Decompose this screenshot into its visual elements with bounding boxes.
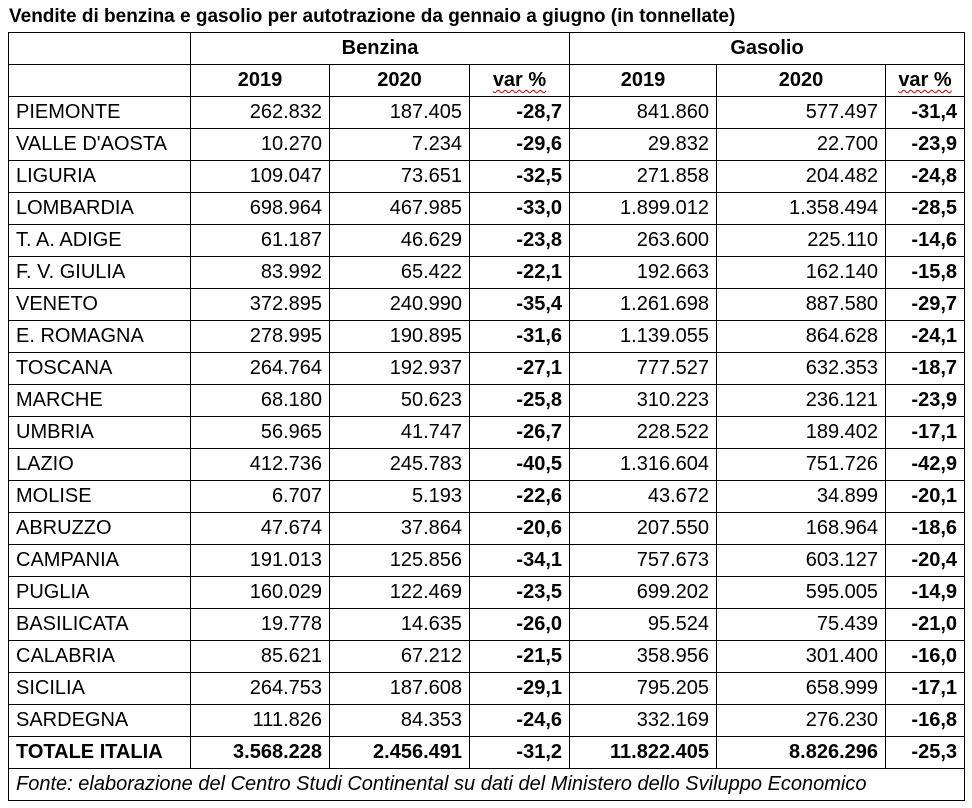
group-header-gasolio: Gasolio bbox=[570, 33, 965, 65]
gasolio-2019-cell: 332.169 bbox=[570, 705, 717, 737]
gasolio-var-cell: -17,1 bbox=[886, 417, 965, 449]
region-cell: E. ROMAGNA bbox=[9, 321, 191, 353]
gasolio-2020-cell: 632.353 bbox=[717, 353, 886, 385]
benzina-2020-cell: 50.623 bbox=[330, 385, 470, 417]
gasolio-2020-cell: 276.230 bbox=[717, 705, 886, 737]
benzina-var-cell: -34,1 bbox=[470, 545, 570, 577]
benzina-var-cell: -20,6 bbox=[470, 513, 570, 545]
sales-table bbox=[8, 32, 965, 801]
benzina-2020-cell: 73.651 bbox=[330, 161, 470, 193]
gasolio-2020-cell: 603.127 bbox=[717, 545, 886, 577]
gasolio-2019-cell: 192.663 bbox=[570, 257, 717, 289]
gasolio-2020-cell: 887.580 bbox=[717, 289, 886, 321]
gasolio-2020-cell: 162.140 bbox=[717, 257, 886, 289]
benzina-var-cell: -29,6 bbox=[470, 129, 570, 161]
benzina-2019-cell: 111.826 bbox=[191, 705, 330, 737]
table-row bbox=[9, 193, 965, 225]
benzina-var-cell: -31,2 bbox=[470, 737, 570, 769]
region-cell: LIGURIA bbox=[9, 161, 191, 193]
benzina-2020-cell: 187.608 bbox=[330, 673, 470, 705]
benzina-2020-cell: 7.234 bbox=[330, 129, 470, 161]
benzina-var-cell: -23,5 bbox=[470, 577, 570, 609]
gasolio-2019-cell: 43.672 bbox=[570, 481, 717, 513]
gasolio-2020-cell: 168.964 bbox=[717, 513, 886, 545]
benzina-2019-cell: 3.568.228 bbox=[191, 737, 330, 769]
header-benzina-var-label: var % bbox=[492, 69, 547, 91]
gasolio-2019-cell: 358.956 bbox=[570, 641, 717, 673]
gasolio-2019-cell: 207.550 bbox=[570, 513, 717, 545]
benzina-2019-cell: 264.753 bbox=[191, 673, 330, 705]
benzina-2019-cell: 278.995 bbox=[191, 321, 330, 353]
source-note: Fonte: elaborazione del Centro Studi Continental su dati del Ministero dello Sviluppo Economico bbox=[9, 769, 965, 801]
gasolio-2020-cell: 204.482 bbox=[717, 161, 886, 193]
benzina-2020-cell: 67.212 bbox=[330, 641, 470, 673]
gasolio-2019-cell: 841.860 bbox=[570, 97, 717, 129]
gasolio-2019-cell: 757.673 bbox=[570, 545, 717, 577]
empty-corner-cell bbox=[9, 65, 191, 97]
benzina-var-cell: -24,6 bbox=[470, 705, 570, 737]
benzina-2019-cell: 698.964 bbox=[191, 193, 330, 225]
benzina-2020-cell: 84.353 bbox=[330, 705, 470, 737]
gasolio-2019-cell: 310.223 bbox=[570, 385, 717, 417]
region-cell: SICILIA bbox=[9, 673, 191, 705]
benzina-2020-cell: 240.990 bbox=[330, 289, 470, 321]
table-row bbox=[9, 257, 965, 289]
benzina-2019-cell: 68.180 bbox=[191, 385, 330, 417]
benzina-2020-cell: 14.635 bbox=[330, 609, 470, 641]
gasolio-var-cell: -16,0 bbox=[886, 641, 965, 673]
gasolio-var-cell: -23,9 bbox=[886, 129, 965, 161]
region-cell: SARDEGNA bbox=[9, 705, 191, 737]
header-gasolio-2020: 2020 bbox=[717, 65, 886, 97]
region-cell: MOLISE bbox=[9, 481, 191, 513]
benzina-2020-cell: 190.895 bbox=[330, 321, 470, 353]
benzina-2019-cell: 109.047 bbox=[191, 161, 330, 193]
gasolio-2019-cell: 95.524 bbox=[570, 609, 717, 641]
header-gasolio-var bbox=[886, 65, 965, 97]
benzina-2019-cell: 83.992 bbox=[191, 257, 330, 289]
table-row bbox=[9, 577, 965, 609]
gasolio-2020-cell: 658.999 bbox=[717, 673, 886, 705]
gasolio-var-cell: -28,5 bbox=[886, 193, 965, 225]
region-cell: ABRUZZO bbox=[9, 513, 191, 545]
benzina-var-cell: -23,8 bbox=[470, 225, 570, 257]
benzina-var-cell: -22,1 bbox=[470, 257, 570, 289]
gasolio-2019-cell: 1.316.604 bbox=[570, 449, 717, 481]
group-header-row bbox=[9, 33, 965, 65]
gasolio-var-cell: -24,8 bbox=[886, 161, 965, 193]
gasolio-var-cell: -42,9 bbox=[886, 449, 965, 481]
gasolio-2020-cell: 1.358.494 bbox=[717, 193, 886, 225]
gasolio-var-cell: -23,9 bbox=[886, 385, 965, 417]
benzina-2020-cell: 65.422 bbox=[330, 257, 470, 289]
benzina-2019-cell: 6.707 bbox=[191, 481, 330, 513]
benzina-2020-cell: 5.193 bbox=[330, 481, 470, 513]
gasolio-var-cell: -18,6 bbox=[886, 513, 965, 545]
benzina-2020-cell: 46.629 bbox=[330, 225, 470, 257]
benzina-2020-cell: 467.985 bbox=[330, 193, 470, 225]
gasolio-2019-cell: 11.822.405 bbox=[570, 737, 717, 769]
benzina-2020-cell: 122.469 bbox=[330, 577, 470, 609]
gasolio-var-cell: -15,8 bbox=[886, 257, 965, 289]
gasolio-2019-cell: 1.139.055 bbox=[570, 321, 717, 353]
benzina-var-cell: -35,4 bbox=[470, 289, 570, 321]
region-cell: TOTALE ITALIA bbox=[9, 737, 191, 769]
gasolio-2019-cell: 795.205 bbox=[570, 673, 717, 705]
gasolio-2019-cell: 1.261.698 bbox=[570, 289, 717, 321]
region-cell: LOMBARDIA bbox=[9, 193, 191, 225]
benzina-2020-cell: 192.937 bbox=[330, 353, 470, 385]
benzina-2020-cell: 2.456.491 bbox=[330, 737, 470, 769]
header-benzina-2019: 2019 bbox=[191, 65, 330, 97]
gasolio-var-cell: -25,3 bbox=[886, 737, 965, 769]
region-cell: PIEMONTE bbox=[9, 97, 191, 129]
region-cell: PUGLIA bbox=[9, 577, 191, 609]
gasolio-var-cell: -31,4 bbox=[886, 97, 965, 129]
gasolio-var-cell: -17,1 bbox=[886, 673, 965, 705]
table-row bbox=[9, 97, 965, 129]
empty-corner-cell bbox=[9, 33, 191, 65]
benzina-2019-cell: 56.965 bbox=[191, 417, 330, 449]
gasolio-2019-cell: 271.858 bbox=[570, 161, 717, 193]
region-cell: VALLE D'AOSTA bbox=[9, 129, 191, 161]
table-row bbox=[9, 129, 965, 161]
benzina-2019-cell: 372.895 bbox=[191, 289, 330, 321]
benzina-var-cell: -28,7 bbox=[470, 97, 570, 129]
gasolio-var-cell: -29,7 bbox=[886, 289, 965, 321]
table-row bbox=[9, 673, 965, 705]
region-cell: CAMPANIA bbox=[9, 545, 191, 577]
benzina-var-cell: -26,7 bbox=[470, 417, 570, 449]
header-benzina-2020: 2020 bbox=[330, 65, 470, 97]
gasolio-2019-cell: 1.899.012 bbox=[570, 193, 717, 225]
benzina-var-cell: -40,5 bbox=[470, 449, 570, 481]
benzina-2019-cell: 262.832 bbox=[191, 97, 330, 129]
gasolio-var-cell: -14,9 bbox=[886, 577, 965, 609]
benzina-2019-cell: 412.736 bbox=[191, 449, 330, 481]
table-row bbox=[9, 321, 965, 353]
gasolio-2020-cell: 34.899 bbox=[717, 481, 886, 513]
gasolio-var-cell: -16,8 bbox=[886, 705, 965, 737]
benzina-2019-cell: 85.621 bbox=[191, 641, 330, 673]
table-row bbox=[9, 609, 965, 641]
benzina-2019-cell: 160.029 bbox=[191, 577, 330, 609]
region-cell: MARCHE bbox=[9, 385, 191, 417]
benzina-2019-cell: 191.013 bbox=[191, 545, 330, 577]
benzina-2019-cell: 10.270 bbox=[191, 129, 330, 161]
gasolio-2020-cell: 864.628 bbox=[717, 321, 886, 353]
table-row bbox=[9, 705, 965, 737]
table-row bbox=[9, 225, 965, 257]
gasolio-2020-cell: 22.700 bbox=[717, 129, 886, 161]
table-row bbox=[9, 385, 965, 417]
gasolio-2020-cell: 75.439 bbox=[717, 609, 886, 641]
benzina-2019-cell: 264.764 bbox=[191, 353, 330, 385]
benzina-2020-cell: 37.864 bbox=[330, 513, 470, 545]
table-row bbox=[9, 417, 965, 449]
gasolio-2019-cell: 699.202 bbox=[570, 577, 717, 609]
total-row bbox=[9, 737, 965, 769]
gasolio-2020-cell: 595.005 bbox=[717, 577, 886, 609]
benzina-var-cell: -21,5 bbox=[470, 641, 570, 673]
header-benzina-var bbox=[470, 65, 570, 97]
table-row bbox=[9, 481, 965, 513]
gasolio-var-cell: -24,1 bbox=[886, 321, 965, 353]
gasolio-var-cell: -20,1 bbox=[886, 481, 965, 513]
header-gasolio-var-label: var % bbox=[898, 69, 952, 91]
benzina-var-cell: -25,8 bbox=[470, 385, 570, 417]
benzina-2019-cell: 47.674 bbox=[191, 513, 330, 545]
benzina-var-cell: -32,5 bbox=[470, 161, 570, 193]
gasolio-2020-cell: 236.121 bbox=[717, 385, 886, 417]
gasolio-2019-cell: 263.600 bbox=[570, 225, 717, 257]
sub-header-row bbox=[9, 65, 965, 97]
gasolio-2020-cell: 751.726 bbox=[717, 449, 886, 481]
benzina-var-cell: -22,6 bbox=[470, 481, 570, 513]
benzina-2020-cell: 187.405 bbox=[330, 97, 470, 129]
region-cell: UMBRIA bbox=[9, 417, 191, 449]
region-cell: F. V. GIULIA bbox=[9, 257, 191, 289]
table-row bbox=[9, 641, 965, 673]
gasolio-2020-cell: 301.400 bbox=[717, 641, 886, 673]
gasolio-2020-cell: 8.826.296 bbox=[717, 737, 886, 769]
gasolio-2020-cell: 225.110 bbox=[717, 225, 886, 257]
region-cell: VENETO bbox=[9, 289, 191, 321]
benzina-var-cell: -27,1 bbox=[470, 353, 570, 385]
region-cell: BASILICATA bbox=[9, 609, 191, 641]
benzina-2020-cell: 125.856 bbox=[330, 545, 470, 577]
region-cell: CALABRIA bbox=[9, 641, 191, 673]
table-row bbox=[9, 161, 965, 193]
table-title: Vendite di benzina e gasolio per autotrazione da gennaio a giugno (in tonnellate) bbox=[9, 6, 736, 27]
region-cell: TOSCANA bbox=[9, 353, 191, 385]
benzina-2020-cell: 41.747 bbox=[330, 417, 470, 449]
region-cell: LAZIO bbox=[9, 449, 191, 481]
gasolio-2019-cell: 228.522 bbox=[570, 417, 717, 449]
benzina-var-cell: -31,6 bbox=[470, 321, 570, 353]
benzina-var-cell: -33,0 bbox=[470, 193, 570, 225]
gasolio-2020-cell: 189.402 bbox=[717, 417, 886, 449]
table-row bbox=[9, 545, 965, 577]
benzina-2019-cell: 19.778 bbox=[191, 609, 330, 641]
table-row bbox=[9, 513, 965, 545]
gasolio-var-cell: -20,4 bbox=[886, 545, 965, 577]
gasolio-var-cell: -21,0 bbox=[886, 609, 965, 641]
benzina-var-cell: -29,1 bbox=[470, 673, 570, 705]
region-cell: T. A. ADIGE bbox=[9, 225, 191, 257]
gasolio-var-cell: -18,7 bbox=[886, 353, 965, 385]
benzina-2019-cell: 61.187 bbox=[191, 225, 330, 257]
benzina-2020-cell: 245.783 bbox=[330, 449, 470, 481]
source-row bbox=[9, 769, 965, 801]
group-header-benzina: Benzina bbox=[191, 33, 570, 65]
table-row bbox=[9, 289, 965, 321]
header-gasolio-2019: 2019 bbox=[570, 65, 717, 97]
table-row bbox=[9, 353, 965, 385]
benzina-var-cell: -26,0 bbox=[470, 609, 570, 641]
gasolio-2020-cell: 577.497 bbox=[717, 97, 886, 129]
gasolio-var-cell: -14,6 bbox=[886, 225, 965, 257]
table-row bbox=[9, 449, 965, 481]
gasolio-2019-cell: 777.527 bbox=[570, 353, 717, 385]
gasolio-2019-cell: 29.832 bbox=[570, 129, 717, 161]
